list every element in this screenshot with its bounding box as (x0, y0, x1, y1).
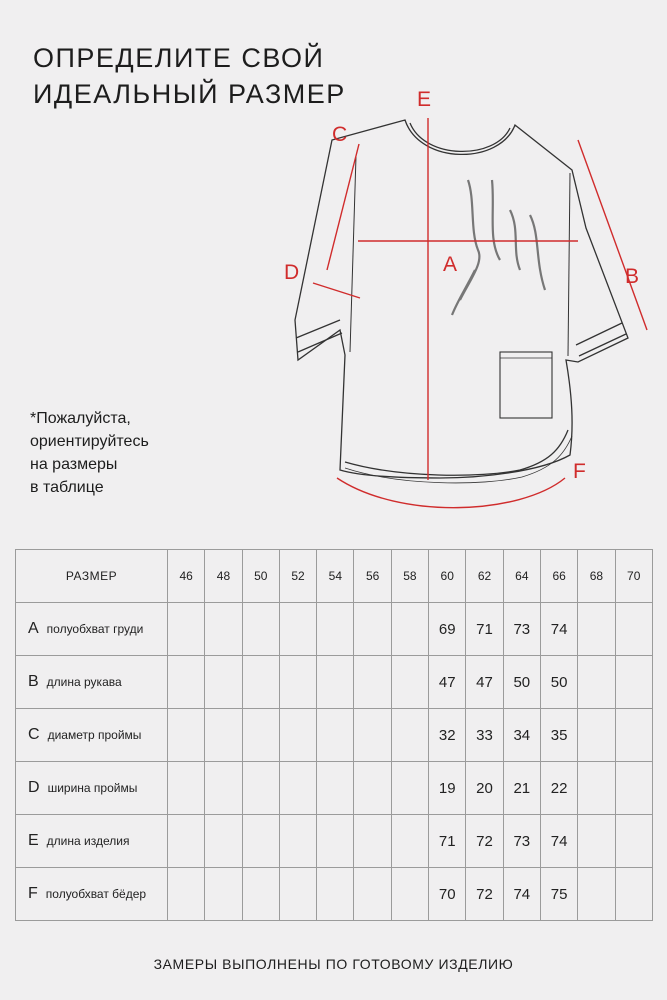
table-row (16, 762, 653, 815)
measurement-name-cell (16, 709, 168, 762)
size-header-cell: 64 (503, 550, 540, 603)
value-cell (391, 656, 428, 709)
measurement-letter: B (28, 673, 39, 690)
value-cell (354, 762, 391, 815)
value-cell (242, 762, 279, 815)
value-cell (242, 868, 279, 921)
value-cell: 71 (429, 815, 466, 868)
label-b: B (625, 265, 640, 288)
value-cell (168, 603, 205, 656)
measurement-name-cell (16, 603, 168, 656)
measurement-lines (313, 118, 647, 508)
value-cell: 20 (466, 762, 503, 815)
measurement-letter: F (28, 885, 38, 902)
value-cell: 74 (540, 603, 577, 656)
label-f: F (573, 460, 586, 483)
note-line-3: на размеры (30, 456, 118, 473)
size-header-cell: 66 (540, 550, 577, 603)
value-cell (205, 603, 242, 656)
size-header-label: РАЗМЕР (16, 550, 168, 603)
value-cell (168, 868, 205, 921)
size-header-cell: 68 (578, 550, 615, 603)
table-row (16, 815, 653, 868)
value-cell (615, 656, 652, 709)
value-cell (354, 709, 391, 762)
tunic-sketch (295, 120, 628, 483)
measurement-name: длина рукава (46, 675, 122, 689)
value-cell (242, 709, 279, 762)
size-table (15, 549, 653, 921)
value-cell (279, 868, 316, 921)
value-cell (578, 815, 615, 868)
value-cell: 50 (503, 656, 540, 709)
label-a: A (443, 253, 458, 276)
value-cell (168, 656, 205, 709)
value-cell (391, 815, 428, 868)
size-header-cell: 70 (615, 550, 652, 603)
note-line-1: *Пожалуйста, (30, 410, 131, 427)
value-cell (391, 709, 428, 762)
value-cell (354, 815, 391, 868)
size-header-cell: 48 (205, 550, 242, 603)
measurement-name: полуобхват бёдер (45, 887, 147, 901)
measurement-letter: C (28, 726, 40, 743)
value-cell (615, 815, 652, 868)
value-cell (578, 868, 615, 921)
value-cell (578, 709, 615, 762)
measurement-name-cell (16, 815, 168, 868)
line-f (337, 478, 565, 508)
value-cell (615, 709, 652, 762)
value-cell: 19 (429, 762, 466, 815)
size-header-cell: 54 (317, 550, 354, 603)
value-cell: 70 (429, 868, 466, 921)
measurement-name-cell (16, 868, 168, 921)
value-cell (205, 815, 242, 868)
size-table-body (16, 550, 653, 921)
title-line-1: ОПРЕДЕЛИТЕ СВОЙ (33, 43, 325, 73)
value-cell (317, 709, 354, 762)
value-cell (279, 709, 316, 762)
value-cell (578, 656, 615, 709)
value-cell: 73 (503, 603, 540, 656)
label-d: D (284, 261, 300, 284)
value-cell (279, 656, 316, 709)
value-cell (354, 656, 391, 709)
value-cell (205, 868, 242, 921)
size-header-cell: 50 (242, 550, 279, 603)
value-cell: 50 (540, 656, 577, 709)
size-header-cell: 56 (354, 550, 391, 603)
value-cell (391, 868, 428, 921)
value-cell (279, 815, 316, 868)
measurement-name: диаметр проймы (47, 728, 142, 742)
measurement-letter: A (28, 620, 39, 637)
size-header-cell: 46 (168, 550, 205, 603)
value-cell: 75 (540, 868, 577, 921)
measurement-letter: E (28, 832, 39, 849)
value-cell: 32 (429, 709, 466, 762)
table-row (16, 709, 653, 762)
size-header-cell: 62 (466, 550, 503, 603)
value-cell (279, 603, 316, 656)
value-cell: 33 (466, 709, 503, 762)
value-cell (354, 603, 391, 656)
value-cell: 71 (466, 603, 503, 656)
value-cell: 34 (503, 709, 540, 762)
footer-note: ЗАМЕРЫ ВЫПОЛНЕНЫ ПО ГОТОВОМУ ИЗДЕЛИЮ (153, 956, 514, 972)
label-e: E (417, 88, 432, 111)
measurement-name-cell (16, 762, 168, 815)
table-row (16, 656, 653, 709)
value-cell (615, 868, 652, 921)
value-cell (615, 762, 652, 815)
value-cell (317, 603, 354, 656)
value-cell (578, 762, 615, 815)
size-header-cell: 60 (429, 550, 466, 603)
size-header-row (16, 550, 653, 603)
value-cell: 47 (466, 656, 503, 709)
note-line-2: ориентируйтесь (30, 433, 149, 450)
measurement-name: полуобхват груди (46, 622, 144, 636)
value-cell (279, 762, 316, 815)
value-cell (615, 603, 652, 656)
value-cell (242, 815, 279, 868)
value-cell (578, 603, 615, 656)
value-cell: 69 (429, 603, 466, 656)
value-cell: 73 (503, 815, 540, 868)
value-cell (317, 762, 354, 815)
value-cell (168, 709, 205, 762)
measurement-name: длина изделия (46, 834, 130, 848)
value-cell (317, 656, 354, 709)
label-c: C (332, 123, 348, 146)
measurement-letter: D (28, 779, 40, 796)
value-cell (317, 868, 354, 921)
value-cell: 74 (540, 815, 577, 868)
measurement-name: ширина проймы (47, 781, 138, 795)
line-d (313, 283, 360, 298)
size-header-cell: 58 (391, 550, 428, 603)
value-cell (354, 868, 391, 921)
value-cell (168, 762, 205, 815)
table-row (16, 868, 653, 921)
value-cell (205, 656, 242, 709)
value-cell: 72 (466, 868, 503, 921)
value-cell: 22 (540, 762, 577, 815)
value-cell (317, 815, 354, 868)
value-cell (205, 709, 242, 762)
table-row (16, 603, 653, 656)
value-cell (242, 603, 279, 656)
size-header-cell: 52 (279, 550, 316, 603)
value-cell: 35 (540, 709, 577, 762)
value-cell (242, 656, 279, 709)
value-cell: 74 (503, 868, 540, 921)
measurement-name-cell (16, 656, 168, 709)
value-cell (391, 762, 428, 815)
value-cell (168, 815, 205, 868)
value-cell: 72 (466, 815, 503, 868)
value-cell: 21 (503, 762, 540, 815)
title-line-2: ИДЕАЛЬНЫЙ РАЗМЕР (33, 79, 346, 109)
value-cell (391, 603, 428, 656)
value-cell: 47 (429, 656, 466, 709)
note-line-4: в таблице (30, 479, 104, 496)
value-cell (205, 762, 242, 815)
